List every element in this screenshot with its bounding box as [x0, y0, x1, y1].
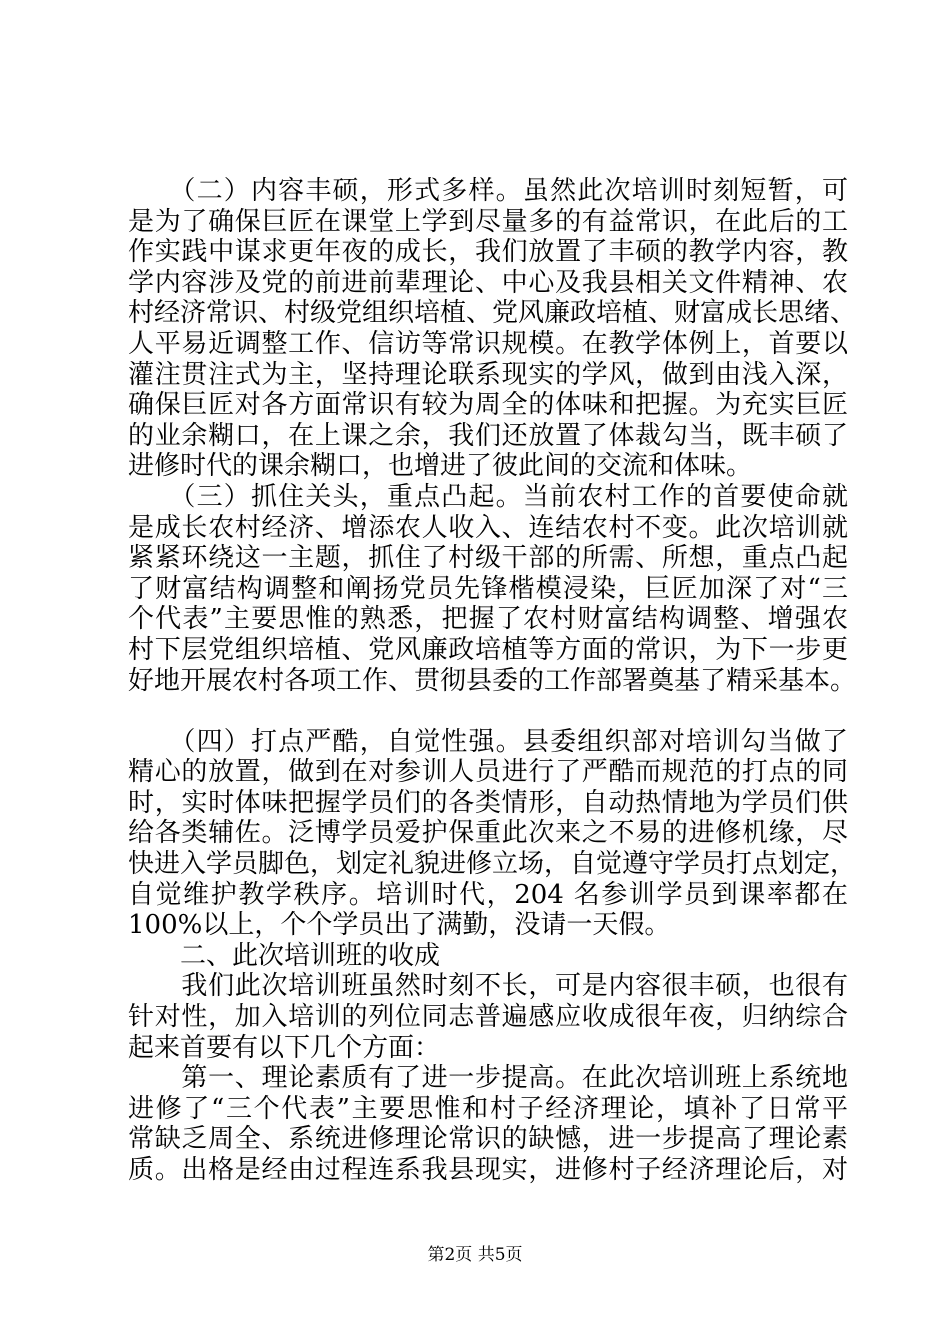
text-line: 起来首要有以下几个方面：	[128, 1032, 441, 1063]
paragraph-content-rich	[128, 176, 857, 482]
text-line: 好地开展农村各项工作、贯彻县委的工作部署奠基了精采基本。	[128, 665, 857, 696]
text-line: 时，实时体味把握学员们的各类情形，自动热情地为学员们供	[128, 787, 848, 818]
text-line: 第一、理论素质有了进一步提高。在此次培训班上系统地	[128, 1063, 848, 1094]
document-body	[128, 176, 857, 1186]
blank-line	[128, 696, 848, 727]
text-line: 精心的放置，做到在对参训人员进行了严酷而规范的打点的同	[128, 757, 848, 788]
text-line: 村经济常识、村级党组织培植、党风廉政培植、财富成长思绪、	[128, 298, 857, 329]
text-line: 进修了“三个代表”主要思惟和村子经济理论，填补了日常平	[128, 1093, 848, 1124]
text-line: 灌注贯注式为主，坚持理论联系现实的学风，做到由浅入深，	[128, 359, 848, 390]
text-line: 进修时代的课余糊口，也增进了彼此间的交流和体味。	[128, 451, 753, 482]
text-line: 给各类辅佐。泛博学员爱护保重此次来之不易的进修机缘，尽	[128, 818, 848, 849]
text-line: 确保巨匠对各方面常识有较为周全的体味和把握。为充实巨匠	[128, 390, 848, 421]
paragraph-gains-intro	[128, 971, 848, 1063]
text-line: 的业余糊口，在上课之余，我们还放置了体裁勾当，既丰硕了	[128, 420, 848, 451]
section-heading	[128, 941, 848, 972]
text-line: 常缺乏周全、系统进修理论常识的缺憾，进一步提高了理论素	[128, 1124, 848, 1155]
text-line: 我们此次培训班虽然时刻不长，可是内容很丰硕，也很有	[128, 971, 848, 1002]
paragraph-key-focus	[128, 481, 857, 696]
text-line: 个代表”主要思惟的熟悉，把握了农村财富结构调整、增强农	[128, 604, 848, 635]
text-line: 快进入学员脚色，划定礼貌进修立场，自觉遵守学员打点划定，	[128, 849, 857, 880]
text-line: 人平易近调整工作、信访等常识规模。在教学体例上，首要以	[128, 328, 848, 359]
page-number-footer: 第2页 共5页	[427, 1245, 523, 1265]
text-line: 自觉维护教学秩序。培训时代，204 名参训学员到课率都在	[128, 879, 848, 910]
text-line: 紧紧环绕这一主题，抓住了村级干部的所需、所想，重点凸起	[128, 543, 848, 574]
text-line: （四）打点严酷，自觉性强。县委组织部对培训勾当做了	[128, 726, 848, 757]
text-line: 针对性，加入培训的列位同志普遍感应收成很年夜，归纳综合	[128, 1002, 848, 1033]
text-line: 100%以上，个个学员出了满勤，没请一天假。	[128, 910, 671, 941]
paragraph-strict-management	[128, 726, 857, 941]
text-line: 学内容涉及党的前进前辈理论、中心及我县相关文件精神、农	[128, 267, 848, 298]
text-line: 村下层党组织培植、党风廉政培植等方面的常识，为下一步更	[128, 634, 848, 665]
text-line: （三）抓住关头，重点凸起。当前农村工作的首要使命就	[128, 481, 848, 512]
text-line: 是成长农村经济、增添农人收入、连结农村不变。此次培训就	[128, 512, 848, 543]
text-line: （二）内容丰硕，形式多样。虽然此次培训时刻短暂，可	[128, 176, 848, 206]
text-line: 作实践中谋求更年夜的成长，我们放置了丰硕的教学内容，教	[128, 237, 848, 268]
text-line: 是为了确保巨匠在课堂上学到尽量多的有益常识，在此后的工	[128, 206, 848, 237]
paragraph-theory-quality	[128, 1063, 848, 1185]
text-line: 了财富结构调整和阐扬党员先锋楷模浸染，巨匠加深了对“三	[128, 573, 848, 604]
text-line: 质。出格是经由过程连系我县现实，进修村子经济理论后，对	[128, 1155, 848, 1185]
section-heading-text: 二、此次培训班的收成	[128, 940, 441, 971]
